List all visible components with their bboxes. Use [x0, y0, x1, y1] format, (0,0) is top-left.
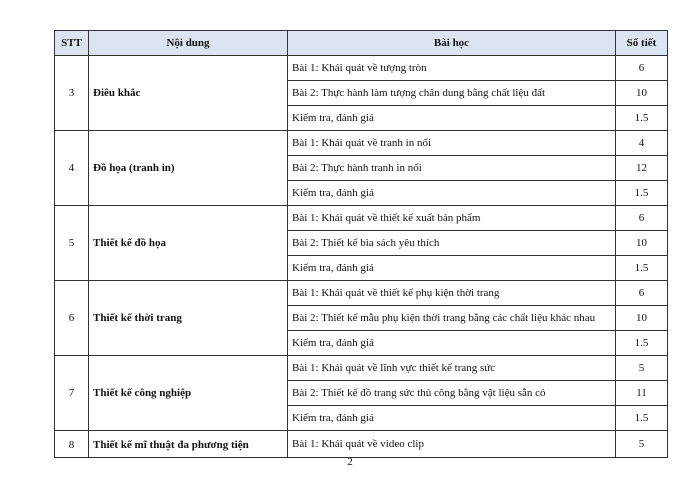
lesson-cell: Bài 2: Thiết kế mẫu phụ kiện thời trang bằng các chất liệu khác nhau: [288, 306, 616, 331]
lesson-cell: Bài 2: Thiết kế bìa sách yêu thích: [288, 231, 616, 256]
periods-cell: 10: [616, 81, 668, 106]
periods-cell: 10: [616, 231, 668, 256]
periods-cell: 5: [616, 431, 668, 458]
stt-cell: 5: [55, 206, 89, 281]
lesson-cell: Bài 2: Thực hành tranh in nổi: [288, 156, 616, 181]
table-row: [55, 431, 668, 458]
periods-cell: 1.5: [616, 406, 668, 431]
lesson-cell: Bài 1: Khái quát về thiết kế xuất bản phẩm: [288, 206, 616, 231]
lesson-cell: Kiểm tra, đánh giá: [288, 256, 616, 281]
lesson-cell: Kiểm tra, đánh giá: [288, 406, 616, 431]
periods-cell: 4: [616, 131, 668, 156]
periods-cell: 1.5: [616, 181, 668, 206]
table-row: [55, 281, 668, 306]
stt-cell: 3: [55, 56, 89, 131]
page-number: 2: [347, 456, 353, 468]
topic-cell: Đồ họa (tranh in): [89, 131, 288, 206]
lesson-table: [54, 30, 668, 458]
periods-cell: 1.5: [616, 331, 668, 356]
periods-cell: 11: [616, 381, 668, 406]
header-stt: STT: [55, 31, 89, 56]
periods-cell: 6: [616, 206, 668, 231]
table-row: [55, 206, 668, 231]
periods-cell: 12: [616, 156, 668, 181]
lesson-cell: Kiểm tra, đánh giá: [288, 106, 616, 131]
topic-cell: Thiết kế đồ họa: [89, 206, 288, 281]
periods-cell: 5: [616, 356, 668, 381]
topic-cell: Thiết kế mĩ thuật đa phương tiện: [89, 431, 288, 458]
stt-cell: 6: [55, 281, 89, 356]
lesson-cell: Bài 1: Khái quát về lĩnh vực thiết kế trang sức: [288, 356, 616, 381]
lesson-cell: Bài 1: Khái quát về tranh in nổi: [288, 131, 616, 156]
header-lesson: Bài học: [288, 31, 616, 56]
periods-cell: 6: [616, 281, 668, 306]
topic-cell: Thiết kế thời trang: [89, 281, 288, 356]
periods-cell: 10: [616, 306, 668, 331]
topic-cell: Điêu khắc: [89, 56, 288, 131]
stt-cell: 7: [55, 356, 89, 431]
lesson-cell: Kiểm tra, đánh giá: [288, 331, 616, 356]
periods-cell: 6: [616, 56, 668, 81]
stt-cell: 4: [55, 131, 89, 206]
lesson-cell: Bài 1: Khái quát về tượng tròn: [288, 56, 616, 81]
lesson-cell: Bài 1: Khái quát về thiết kế phụ kiện thời trang: [288, 281, 616, 306]
header-periods: Số tiết: [616, 31, 668, 56]
table-row: [55, 56, 668, 81]
lesson-cell: Bài 2: Thực hành làm tượng chân dung bằng chất liệu đất: [288, 81, 616, 106]
lesson-cell: Bài 1: Khái quát về video clip: [288, 431, 616, 458]
stt-cell: 8: [55, 431, 89, 458]
table-row: [55, 131, 668, 156]
table-row: [55, 356, 668, 381]
lesson-cell: Kiểm tra, đánh giá: [288, 181, 616, 206]
header-topic: Nội dung: [89, 31, 288, 56]
topic-cell: Thiết kế công nghiệp: [89, 356, 288, 431]
periods-cell: 1.5: [616, 106, 668, 131]
lesson-cell: Bài 2: Thiết kế đồ trang sức thủ công bằng vật liệu sẵn có: [288, 381, 616, 406]
periods-cell: 1.5: [616, 256, 668, 281]
header-row: [55, 31, 668, 56]
